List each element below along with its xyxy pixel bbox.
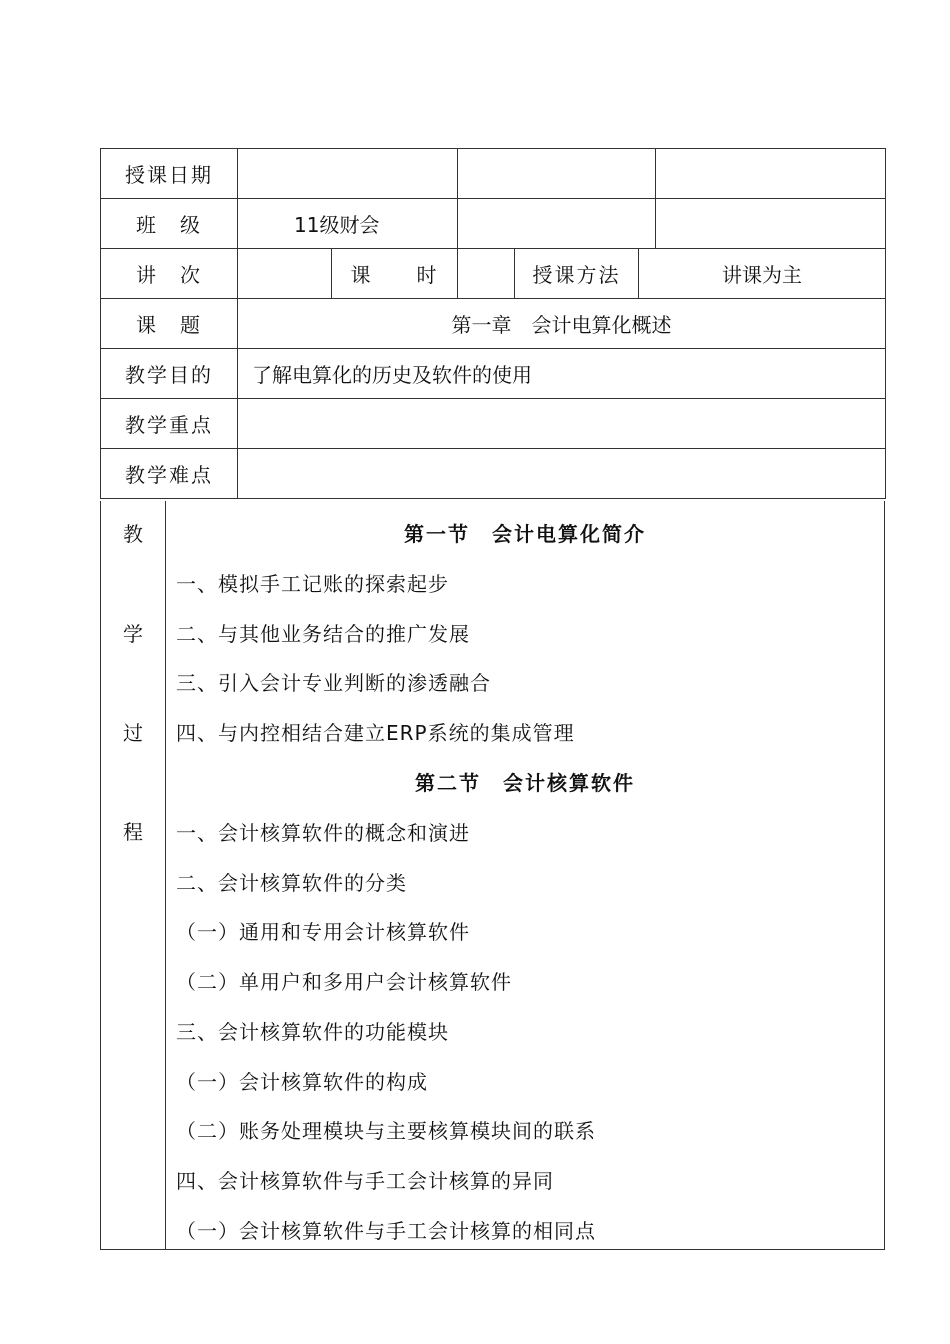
list-item: （二）单用户和多用户会计核算软件 [176, 970, 512, 994]
goal-row [101, 349, 886, 399]
date-label: 授课日期 [101, 149, 238, 199]
side-char: 学 [123, 622, 143, 646]
list-item: 一、模拟手工记账的探索起步 [176, 572, 449, 596]
key-points-value [238, 399, 886, 449]
date-extra-cell-1 [458, 149, 656, 199]
difficulty-label: 教学难点 [101, 449, 238, 499]
difficulty-value [238, 449, 886, 499]
teaching-process-label [101, 501, 166, 1249]
hours-label: 课 时 [332, 249, 458, 299]
key-points-label: 教学重点 [101, 399, 238, 449]
key-points-row [101, 399, 886, 449]
list-item: （一）通用和专用会计核算软件 [176, 920, 470, 944]
section-heading: 第二节 会计核算软件 [415, 771, 635, 795]
goal-label: 教学目的 [101, 349, 238, 399]
topic-value: 第一章 会计电算化概述 [238, 299, 886, 349]
list-item: 三、引入会计专业判断的渗透融合 [176, 671, 491, 695]
lesson-info-table [100, 148, 886, 499]
method-value: 讲课为主 [639, 249, 886, 299]
class-value: 11级财会 [238, 199, 458, 249]
class-row [101, 199, 886, 249]
session-label: 讲 次 [101, 249, 238, 299]
session-row [101, 249, 886, 299]
date-value [238, 149, 458, 199]
list-item: 一、会计核算软件的概念和演进 [176, 821, 470, 845]
list-item: （一）会计核算软件的构成 [176, 1070, 428, 1094]
list-item: （一）会计核算软件与手工会计核算的相同点 [176, 1219, 596, 1243]
list-item: 三、会计核算软件的功能模块 [176, 1020, 449, 1044]
list-item: 四、与内控相结合建立ERP系统的集成管理 [176, 721, 575, 745]
session-value [238, 249, 332, 299]
teaching-process-box [100, 501, 885, 1250]
date-extra-cell-2 [656, 149, 886, 199]
date-row [101, 149, 886, 199]
class-extra-cell-1 [458, 199, 656, 249]
difficulty-row [101, 449, 886, 499]
list-item: （二）账务处理模块与主要核算模块间的联系 [176, 1119, 596, 1143]
side-char: 程 [123, 820, 143, 844]
list-item: 四、会计核算软件与手工会计核算的异同 [176, 1169, 554, 1193]
class-label: 班 级 [101, 199, 238, 249]
list-item: 二、与其他业务结合的推广发展 [176, 622, 470, 646]
goal-value: 了解电算化的历史及软件的使用 [238, 349, 886, 399]
topic-label: 课 题 [101, 299, 238, 349]
section-heading: 第一节 会计电算化简介 [404, 522, 646, 546]
teaching-process-content [166, 501, 884, 1249]
hours-value [458, 249, 515, 299]
list-item: 二、会计核算软件的分类 [176, 871, 407, 895]
class-extra-cell-2 [656, 199, 886, 249]
side-char: 教 [123, 522, 143, 546]
method-label: 授课方法 [515, 249, 639, 299]
topic-row [101, 299, 886, 349]
side-char: 过 [123, 721, 143, 745]
